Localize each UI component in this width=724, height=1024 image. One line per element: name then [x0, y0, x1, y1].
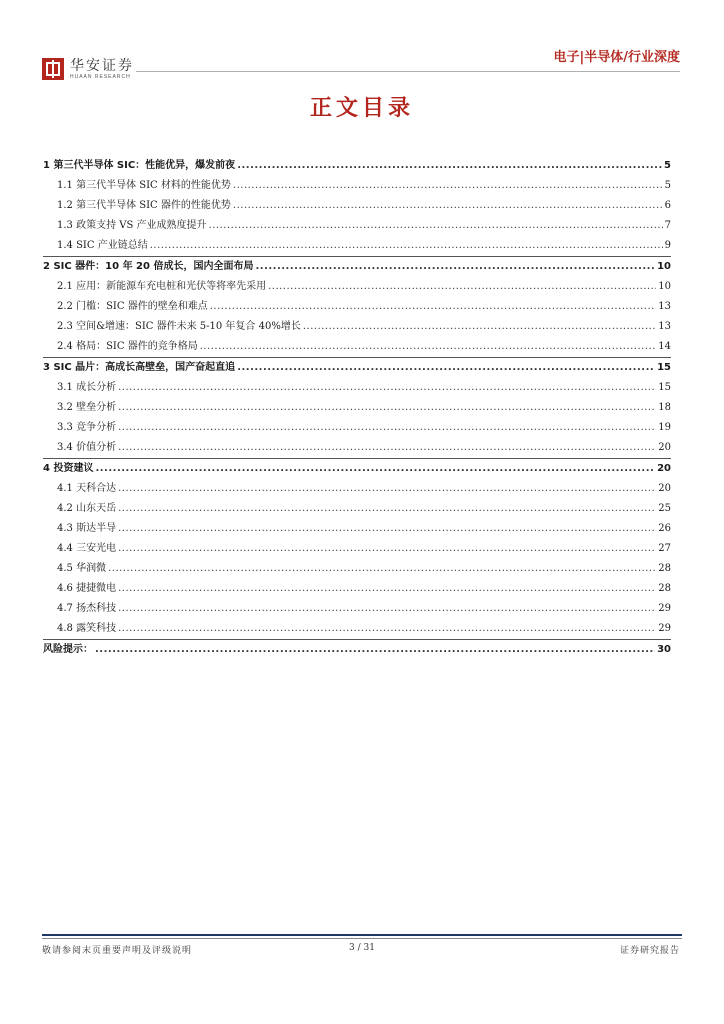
toc-dot-leader: [209, 220, 663, 231]
toc-subsection-entry[interactable]: [43, 398, 671, 418]
company-logo: [42, 58, 134, 81]
toc-entry-title: 2.2 门槛：SIC 器件的壁垒和难点: [57, 301, 208, 312]
toc-subsection-entry[interactable]: [43, 519, 671, 539]
toc-entry-page: 15: [658, 382, 671, 393]
toc-subsection-entry[interactable]: [43, 176, 671, 196]
header-divider: [136, 71, 680, 72]
toc-subsection-entry[interactable]: [43, 579, 671, 599]
toc-subsection-entry[interactable]: [43, 479, 671, 499]
toc-entry-page: 29: [658, 623, 671, 634]
toc-dot-leader: [210, 301, 657, 312]
toc-dot-leader: [118, 543, 656, 554]
toc-section-entry[interactable]: [43, 459, 671, 479]
page-title: 正文目录: [309, 96, 414, 121]
toc-entry-page: 29: [658, 603, 671, 614]
page-number: 3 / 31: [349, 943, 375, 953]
report-category: 电子|半导体/行业深度: [553, 50, 680, 65]
toc-entry-page: 13: [658, 301, 671, 312]
toc-entry-title: 3.4 价值分析: [57, 442, 117, 453]
toc-entry-page: 28: [658, 583, 671, 594]
toc-entry-title: 3.1 成长分析: [57, 382, 117, 393]
toc-entry-title: 1.2 第三代半导体 SIC 器件的性能优势: [57, 200, 231, 211]
logo-seal-icon: [42, 58, 64, 80]
logo-name-en: HUAAN RESEARCH: [70, 74, 131, 80]
logo-name-cn: 华安证券: [70, 58, 134, 74]
toc-subsection-entry[interactable]: [43, 216, 671, 236]
toc-subsection-entry[interactable]: [43, 599, 671, 619]
toc-entry-title: 1.1 第三代半导体 SIC 材料的性能优势: [57, 180, 231, 191]
toc-entry-title: 3.3 竞争分析: [57, 422, 117, 433]
toc-dot-leader: [118, 523, 656, 534]
toc-entry-page: 19: [658, 422, 671, 433]
toc-entry-title: 4.3 斯达半导: [57, 523, 117, 534]
toc-entry-page: 18: [658, 402, 671, 413]
toc-entry-page: 20: [658, 483, 671, 494]
toc-entry-page: 25: [658, 503, 671, 514]
toc-entry-title: 4.6 捷捷微电: [57, 583, 117, 594]
toc-entry-page: 26: [658, 523, 671, 534]
toc-subsection-entry[interactable]: [43, 418, 671, 438]
toc-dot-leader: [95, 644, 655, 655]
toc-subsection-entry[interactable]: [43, 236, 671, 256]
toc-entry-title: 3 SIC 晶片：高成长高壁垒，国产奋起直追: [43, 362, 236, 373]
toc-dot-leader: [118, 623, 656, 634]
toc-entry-page: 9: [664, 240, 671, 251]
toc-entry-page: 6: [664, 200, 671, 211]
toc-dot-leader: [118, 382, 656, 393]
toc-entry-title: 4.2 山东天岳: [57, 503, 117, 514]
toc-entry-title: 2 SIC 器件：10 年 20 倍成长，国内全面布局: [43, 261, 254, 272]
toc-subsection-entry[interactable]: [43, 539, 671, 559]
toc-dot-leader: [118, 483, 656, 494]
toc-dot-leader: [118, 422, 656, 433]
toc-subsection-entry[interactable]: [43, 196, 671, 216]
toc-entry-title: 4.4 三安光电: [57, 543, 117, 554]
toc-dot-leader: [303, 321, 656, 332]
footer-disclaimer: 敬请参阅末页重要声明及评级说明: [42, 946, 193, 956]
toc-entry-title: 4.7 扬杰科技: [57, 603, 117, 614]
toc-subsection-entry[interactable]: [43, 297, 671, 317]
footer-doc-type: 证券研究报告: [619, 946, 680, 956]
footer-divider-thin: [42, 938, 682, 939]
toc-section-entry[interactable]: [43, 358, 671, 378]
toc-subsection-entry[interactable]: [43, 317, 671, 337]
toc-subsection-entry[interactable]: [43, 619, 671, 639]
toc-dot-leader: [150, 240, 663, 251]
toc-dot-leader: [255, 261, 655, 272]
toc-entry-title: 1 第三代半导体 SIC：性能优异，爆发前夜: [43, 160, 236, 171]
toc-entry-page: 15: [657, 362, 671, 373]
toc-entry-page: 10: [658, 281, 671, 292]
toc-entry-title: 风险提示：: [43, 644, 93, 655]
toc-entry-page: 20: [657, 463, 671, 474]
toc-entry-page: 7: [664, 220, 671, 231]
toc-entry-page: 5: [664, 160, 671, 171]
toc-dot-leader: [237, 362, 655, 373]
toc-subsection-entry[interactable]: [43, 277, 671, 297]
toc-entry-title: 3.2 壁垒分析: [57, 402, 117, 413]
toc-entry-title: 4.1 天科合达: [57, 483, 117, 494]
toc-entry-page: 13: [658, 321, 671, 332]
footer-divider: [42, 934, 682, 936]
toc-entry-title: 4 投资建议: [43, 463, 94, 474]
toc-dot-leader: [233, 200, 663, 211]
toc-entry-page: 30: [657, 644, 671, 655]
toc-subsection-entry[interactable]: [43, 337, 671, 357]
toc-section-entry[interactable]: [43, 156, 671, 176]
toc-entry-title: 4.5 华润微: [57, 563, 107, 574]
toc-subsection-entry[interactable]: [43, 559, 671, 579]
toc-entry-title: 1.3 政策支持 VS 产业成熟度提升: [57, 220, 207, 231]
toc-dot-leader: [200, 341, 657, 352]
toc-section-entry[interactable]: [43, 640, 671, 660]
toc-subsection-entry[interactable]: [43, 499, 671, 519]
toc-section-entry[interactable]: [43, 257, 671, 277]
toc-entry-title: 2.1 应用：新能源车充电桩和光伏等将率先采用: [57, 281, 267, 292]
toc-dot-leader: [233, 180, 663, 191]
toc-dot-leader: [118, 603, 656, 614]
toc-entry-page: 27: [658, 543, 671, 554]
toc-dot-leader: [118, 442, 656, 453]
table-of-contents: [43, 156, 671, 660]
toc-dot-leader: [108, 563, 656, 574]
toc-subsection-entry[interactable]: [43, 378, 671, 398]
toc-entry-page: 5: [664, 180, 671, 191]
toc-entry-title: 2.3 空间&增速：SIC 器件未来 5-10 年复合 40%增长: [57, 321, 301, 332]
toc-entry-page: 20: [658, 442, 671, 453]
toc-dot-leader: [95, 463, 655, 474]
toc-entry-title: 1.4 SIC 产业链总结: [57, 240, 148, 251]
toc-dot-leader: [118, 583, 656, 594]
toc-dot-leader: [268, 281, 656, 292]
toc-dot-leader: [118, 503, 656, 514]
toc-dot-leader: [237, 160, 662, 171]
toc-dot-leader: [118, 402, 656, 413]
toc-entry-page: 28: [658, 563, 671, 574]
toc-entry-title: 4.8 露笑科技: [57, 623, 117, 634]
toc-entry-page: 10: [657, 261, 671, 272]
toc-subsection-entry[interactable]: [43, 438, 671, 458]
toc-entry-page: 14: [658, 341, 671, 352]
toc-entry-title: 2.4 格局：SIC 器件的竞争格局: [57, 341, 198, 352]
